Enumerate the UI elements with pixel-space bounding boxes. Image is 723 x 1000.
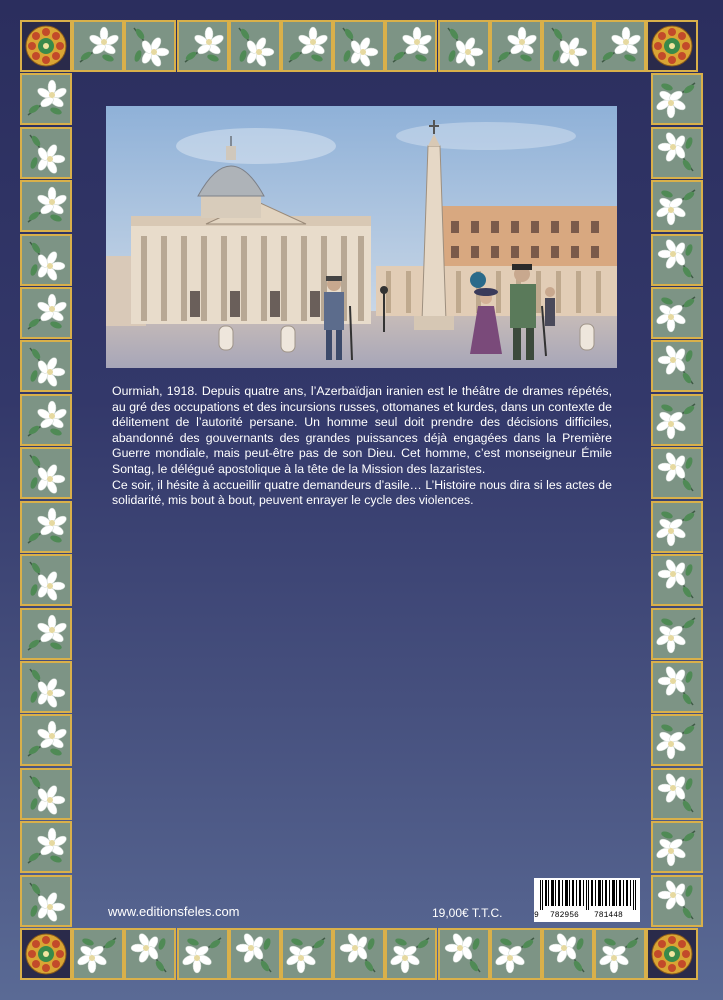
- flower-tile-ornament: [20, 714, 72, 766]
- flower-tile-ornament: [651, 875, 703, 927]
- flower-tile-ornament: [651, 821, 703, 873]
- flower-tile-ornament: [177, 20, 229, 72]
- isbn-barcode: [534, 878, 640, 922]
- flower-tile-ornament: [20, 554, 72, 606]
- flower-tile-ornament: [124, 20, 176, 72]
- flower-tile-ornament: [333, 20, 385, 72]
- flower-tile-ornament: [20, 127, 72, 179]
- flower-tile-ornament: [651, 287, 703, 339]
- flower-tile-ornament: [490, 20, 542, 72]
- flower-tile-ornament: [490, 928, 542, 980]
- st-peters-square-illustration: [106, 106, 617, 368]
- flower-tile-ornament: [20, 821, 72, 873]
- flower-tile-ornament: [20, 234, 72, 286]
- flower-tile-ornament: [385, 928, 437, 980]
- barcode-bars: [540, 880, 636, 910]
- flower-tile-ornament: [651, 608, 703, 660]
- price-label: 19,00€ T.T.C.: [432, 906, 503, 920]
- corner-rosette-ornament: [20, 20, 72, 72]
- flower-tile-ornament: [229, 20, 281, 72]
- back-cover-blurb: [112, 384, 612, 509]
- corner-rosette-ornament: [646, 20, 698, 72]
- flower-tile-ornament: [20, 340, 72, 392]
- flower-tile-ornament: [651, 501, 703, 553]
- flower-tile-ornament: [20, 608, 72, 660]
- flower-tile-ornament: [20, 768, 72, 820]
- flower-tile-ornament: [651, 180, 703, 232]
- flower-tile-ornament: [542, 20, 594, 72]
- flower-tile-ornament: [72, 928, 124, 980]
- flower-tile-ornament: [20, 447, 72, 499]
- corner-rosette-ornament: [20, 928, 72, 980]
- flower-tile-ornament: [20, 287, 72, 339]
- flower-tile-ornament: [20, 661, 72, 713]
- flower-tile-ornament: [651, 73, 703, 125]
- flower-tile-ornament: [333, 928, 385, 980]
- barcode-first-digit: 9: [534, 911, 539, 920]
- flower-tile-ornament: [72, 20, 124, 72]
- flower-tile-ornament: [651, 394, 703, 446]
- flower-tile-ornament: [20, 875, 72, 927]
- barcode-group-1: 782956: [550, 911, 579, 920]
- flower-tile-ornament: [385, 20, 437, 72]
- cover-illustration-st-peters-square: [106, 106, 617, 368]
- flower-tile-ornament: [651, 714, 703, 766]
- flower-tile-ornament: [20, 394, 72, 446]
- flower-tile-ornament: [651, 340, 703, 392]
- flower-tile-ornament: [438, 20, 490, 72]
- flower-tile-ornament: [651, 768, 703, 820]
- flower-tile-ornament: [177, 928, 229, 980]
- barcode-group-2: 781448: [594, 911, 623, 920]
- corner-rosette-ornament: [646, 928, 698, 980]
- flower-tile-ornament: [20, 73, 72, 125]
- flower-tile-ornament: [651, 127, 703, 179]
- publisher-website[interactable]: www.editionsfeles.com: [108, 904, 240, 919]
- flower-tile-ornament: [594, 928, 646, 980]
- flower-tile-ornament: [651, 447, 703, 499]
- flower-tile-ornament: [281, 928, 333, 980]
- flower-tile-ornament: [281, 20, 333, 72]
- flower-tile-ornament: [594, 20, 646, 72]
- flower-tile-ornament: [124, 928, 176, 980]
- figure-background: [545, 287, 555, 326]
- flower-tile-ornament: [20, 501, 72, 553]
- flower-tile-ornament: [229, 928, 281, 980]
- flower-tile-ornament: [651, 554, 703, 606]
- blurb-paragraph-2: Ce soir, il hésite à accueillir quatre demandeurs d’asile… L’Histoire nous dira si les actes de solidarité, mis bout à bout, peuvent enrayer le cycle des violences.: [112, 477, 612, 508]
- flower-tile-ornament: [20, 180, 72, 232]
- flower-tile-ornament: [651, 661, 703, 713]
- flower-tile-ornament: [542, 928, 594, 980]
- flower-tile-ornament: [651, 234, 703, 286]
- flower-tile-ornament: [438, 928, 490, 980]
- blurb-paragraph-1: Ourmiah, 1918. Depuis quatre ans, l’Azerbaïdjan iranien est le théâtre de drames répétés, au gré des occupations et des incursions russes, ottomanes et kurdes, dans un contexte de délitement de l’autorité persane. Un homme seul doit prendre des décisions difficiles, abandonné des gouvernants des grandes puissances déjà engagées dans la Première Guerre mondiale, mais peut-être pas de son Dieu. Cet homme, c’est monseigneur Émile Sontag, le délégué apostolique à la tête de la Mission des lazaristes.: [112, 384, 612, 476]
